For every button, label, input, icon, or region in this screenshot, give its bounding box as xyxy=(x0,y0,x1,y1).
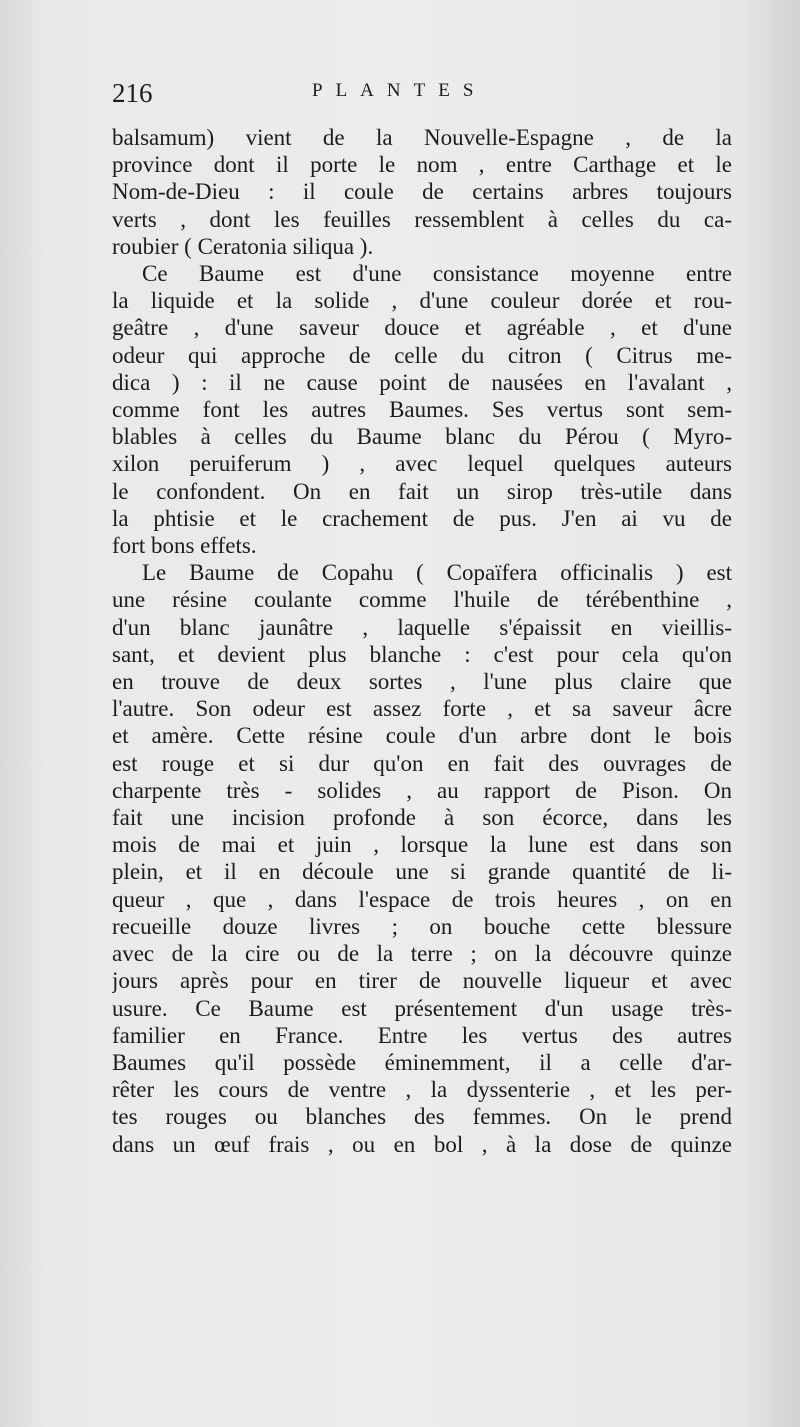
text-line: rêter les cours de ventre , la dyssenterie , et les per- xyxy=(112,1077,732,1103)
text-line: une résine coulante comme l'huile de térébenthine , xyxy=(112,587,732,613)
text-line: Baumes qu'il possède éminemment, il a celle d'ar- xyxy=(112,1049,732,1075)
text-line: l'autre. Son odeur est assez forte , et sa saveur âcre xyxy=(112,696,732,722)
text-line: plein, et il en découle une si grande quantité de li- xyxy=(112,859,732,885)
text-line: odeur qui approche de celle du citron ( Citrus me- xyxy=(112,342,732,368)
text-line: Ce Baume est d'une consistance moyenne entre xyxy=(142,261,732,287)
text-line: roubier ( Ceratonia siliqua ). xyxy=(112,233,374,259)
text-line: verts , dont les feuilles ressemblent à celles du ca- xyxy=(112,206,732,232)
text-line: fort bons effets. xyxy=(112,533,257,559)
text-line: dica ) : il ne cause point de nausées en l'avalant , xyxy=(112,369,732,395)
text-line: mois de mai et juin , lorsque la lune est dans son xyxy=(112,832,732,858)
text-line: est rouge et si dur qu'on en fait des ouvrages de xyxy=(112,750,732,776)
text-line: d'un blanc jaunâtre , laquelle s'épaissit en vieillis- xyxy=(112,614,732,640)
text-line: fait une incision profonde à son écorce, dans les xyxy=(112,805,732,831)
text-line: familier en France. Entre les vertus des autres xyxy=(112,1022,732,1048)
text-line: Le Baume de Copahu ( Copaïfera officinalis ) est xyxy=(142,560,732,586)
running-head: PLANTES xyxy=(312,80,487,101)
text-line: tes rouges ou blanches des femmes. On le prend xyxy=(112,1104,732,1130)
text-line: sant, et devient plus blanche : c'est pour cela qu'on xyxy=(112,641,732,667)
text-line: xilon peruiferum ) , avec lequel quelques auteurs xyxy=(112,451,732,477)
body-text xyxy=(112,124,732,1158)
text-line: et amère. Cette résine coule d'un arbre dont le bois xyxy=(112,723,732,749)
text-line: le confondent. On en fait un sirop très-utile dans xyxy=(112,478,732,504)
text-line: blables à celles du Baume blanc du Pérou ( Myro- xyxy=(112,424,732,450)
text-line: usure. Ce Baume est présentement d'un usage très- xyxy=(112,995,732,1021)
page-number: 216 xyxy=(112,78,153,108)
text-line: la phtisie et le crachement de pus. J'en ai vu de xyxy=(112,505,732,531)
text-line: dans un œuf frais , ou en bol , à la dose de quinze xyxy=(112,1131,732,1157)
text-line: jours après pour en tirer de nouvelle liqueur et avec xyxy=(112,968,732,994)
text-line: queur , que , dans l'espace de trois heures , on en xyxy=(112,886,732,912)
text-line: Nom-de-Dieu : il coule de certains arbres toujours xyxy=(112,179,732,205)
text-line: charpente très - solides , au rapport de Pison. On xyxy=(112,777,732,803)
text-line: la liquide et la solide , d'une couleur dorée et rou- xyxy=(112,288,732,314)
text-line: comme font les autres Baumes. Ses vertus sont sem- xyxy=(112,397,732,423)
text-line: balsamum) vient de la Nouvelle-Espagne , de la xyxy=(112,125,732,150)
text-line: province dont il porte le nom , entre Carthage et le xyxy=(112,152,732,178)
text-line: avec de la cire ou de la terre ; on la découvre quinze xyxy=(112,941,732,967)
text-line: recueille douze livres ; on bouche cette blessure xyxy=(112,913,732,939)
text-line: en trouve de deux sortes , l'une plus claire que xyxy=(112,669,732,695)
page-header xyxy=(112,78,712,118)
text-line: geâtre , d'une saveur douce et agréable , et d'une xyxy=(112,315,732,341)
